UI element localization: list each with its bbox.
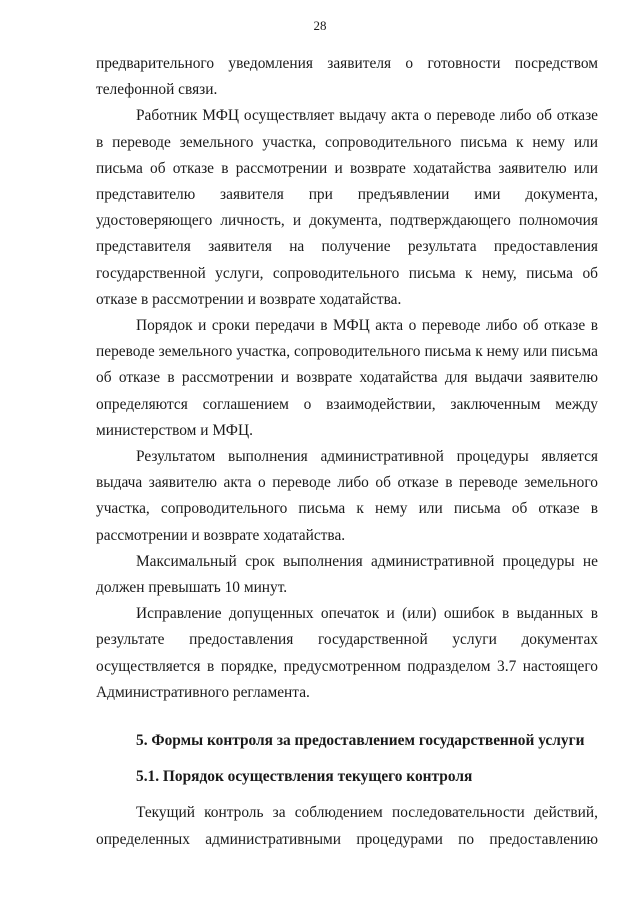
paragraph-corrections: Исправление допущенных опечаток и (или) ошибок в выданных в результате предоставления государственной услуги документах осуществляется в порядке, предусмотренном подразделом 3.7 настоящего Административного регламента. xyxy=(96,605,598,701)
section-heading-5-1: 5.1. Порядок осуществления текущего контроля xyxy=(136,768,473,786)
paragraph-max-time: Максимальный срок выполнения административной процедуры не должен превышать 10 минут. xyxy=(96,552,598,597)
paragraph-issuance: Работник МФЦ осуществляет выдачу акта о переводе либо об отказе в переводе земельного участка, сопроводительного письма к нему или письма об отказе в рассмотрении и возврате ходатайства заявителю или представителю заявителя при предъявлении ими документа, удостоверяющего личность, и документа, подтверждающего полномочия представителя заявителя на получение результата предоставления государственной услуги, сопроводительного письма к нему, письма об отказе в рассмотрении и возврате ходатайства. xyxy=(96,107,598,308)
section-heading-5: 5. Формы контроля за предоставлением государственной услуги xyxy=(136,732,585,750)
paragraph-continuation: предварительного уведомления заявителя о готовности посредством телефонной связи. xyxy=(96,55,598,99)
paragraph-current-control: Текущий контроль за соблюдением последовательности действий, определенных административными процедурами по предоставлению xyxy=(96,804,598,848)
document-body xyxy=(96,51,598,853)
page-number: 28 xyxy=(313,18,327,33)
paragraph-result: Результатом выполнения административной процедуры является выдача заявителю акта о переводе либо об отказе в переводе земельного участка, сопроводительного письма к нему или письма об отказе в рассмотрении и возврате ходатайства. xyxy=(96,448,598,544)
paragraph-transfer-procedure: Порядок и сроки передачи в МФЦ акта о переводе либо об отказе в переводе земельного участка, сопроводительного письма к нему или письма об отказе в рассмотрении и возврате ходатайства для выдачи заявителю определяются соглашением о взаимодействии, заключенным между министерством и МФЦ. xyxy=(96,317,598,439)
